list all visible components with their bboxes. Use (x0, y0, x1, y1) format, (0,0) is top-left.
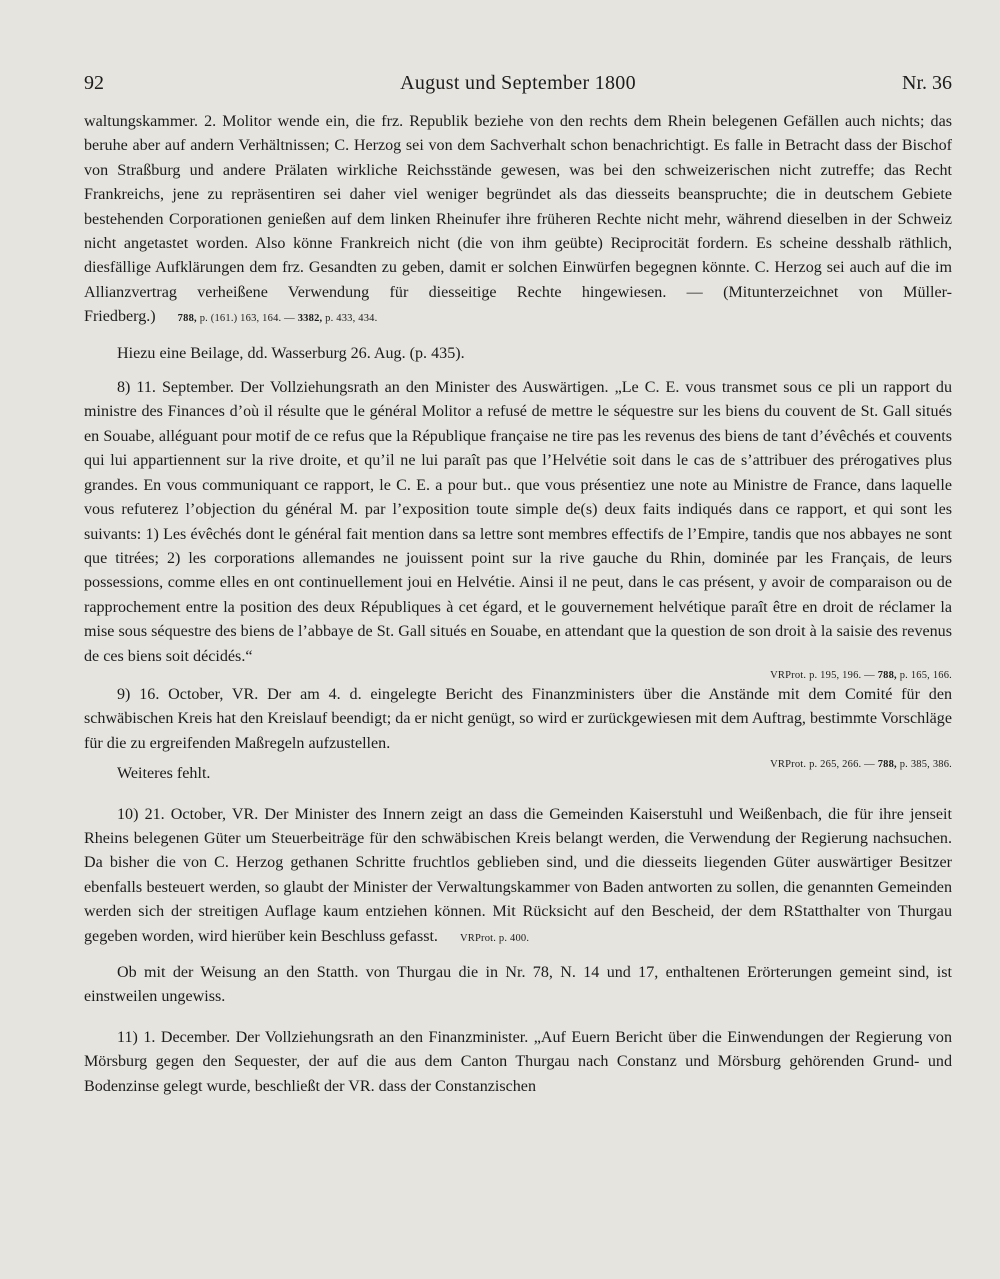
entry-lead: 10) 21. October, VR. (117, 805, 259, 823)
entry-10: 10) 21. October, VR. Der Minister des Innern zeigt an dass die Gemeinden Kaiserstuhl und Weißenbach, die für ihre jenseit Rheins belegenen Güter um Steuerbeiträge für den schwäbischen Kreis belangt werden, die Verwendung der Regierung nachsuchen. Da bisher die von C. Herzog gethanen Schritte fruchtlos geblieben sind, und die diesseits liegenden Güter auswärtiger Besitzer ebenfalls besteuert werden, so glaubt der Minister der Verwaltungskammer von Baden antworten zu sollen, die genannten Gemeinden werden sich der streitigen Auflage kaum entziehen können. Mit Rücksicht auf den Bescheid, der dem RStatthalter von Thurgau gegeben worden, wird hierüber kein Beschluss gefasst. VRProt. p. 400. (84, 805, 952, 945)
section-number: Nr. 36 (902, 72, 952, 94)
entry-9: 9) 16. October, VR. Der am 4. d. eingelegte Bericht des Finanzministers über die Anstände mit dem Comité für den schwäbischen Kreis hat den Kreislauf beendigt; da er nicht genügt, so wird er zurückgewiesen mit dem Auftrag, bestimmte Vorschläge für die zu ergreifenden Maßregeln aufzustellen. (84, 685, 953, 752)
paragraph-weisung: Ob mit der Weisung an den Statth. von Thurgau die in Nr. 78, N. 14 und 17, enthaltenen Erörterungen gemeint sind, ist einstweilen ungewiss. (84, 964, 952, 1006)
source-reference: 788, p. (161.) 163, 164. — 3382, p. 433, 434. (177, 313, 378, 325)
running-title: August und September 1800 (400, 72, 636, 94)
source-reference: VRProt. p. 400. (459, 932, 530, 944)
paragraph-beilage: Hiezu eine Beilage, dd. Wasserburg 26. Aug. (p. 435). (117, 344, 465, 362)
source-reference: VRProt. p. 195, 196. — 788, p. 165, 166. (770, 669, 952, 681)
entry-8: 8) 11. September. Der Vollziehungsrath an den Minister des Auswärtigen. „Le C. E. vous transmet sous ce pli un rapport du ministre des Finances d’où il résulte que le général Molitor a refusé de mettre le séquestre sur les biens du couvent de St. Gall situés en Souabe, alléguant pour motif de ce refus que la République française ne tire pas les revenus des biens de tant d’évêchés et couvents qui lui appartiennent sur la rive droite, et qu’il ne lui paraît pas que l’Helvétie soit dans le cas de s’attribuer des prérogatives plus grandes. En vous communiquant ce rapport, le C. E. a pour but.. que vous présentiez une note au Ministre de France, dans laquelle vous refuterez l’objection du général M. par l’exposition toute simple de(s) deux faits indiqués dans ce rapport, et qui sont les suivants: 1) Les évêchés dont le général fait mention dans sa lettre sont membres effectifs de l’Empire, tandis que nos abbayes ne sont que titrées; 2) les corporations allemandes ne jouissent point sur la rive gauche du Rhin, dominée par les Français, de leurs possessions, comme elles en ont continuellement joui en Helvétie. Ainsi il ne peut, dans le cas présent, y avoir de comparaison ou de rapprochement entre la position des deux Républiques à cet égard, et le gouvernement helvétique paraît être en droit de réclamer la mise sous séquestre des biens de l’abbaye de St. Gall situés en Souabe, en attendant que la question de son droit à la saisie des revenus de ces biens soit décidés.“ (84, 379, 952, 665)
paragraph-weiteres: Weiteres fehlt. (117, 765, 211, 783)
entry-11: 11) 1. December. Der Vollziehungsrath an den Finanzminister. „Auf Euern Bericht über die Einwendungen der Regierung von Mörsburg gegen den Sequester, der auf die aus dem Canton Thurgau nach Constanz und Mörsburg gehörenden Grund- und Bodenzinse gelegt wurde, beschließt der VR. dass der Constanzischen (84, 1028, 952, 1095)
body-text (84, 110, 952, 1099)
running-header (84, 72, 952, 102)
source-reference: VRProt. p. 265, 266. — 788, p. 385, 386. (770, 759, 952, 771)
entry-9-footer (84, 756, 952, 786)
page-number: 92 (84, 72, 104, 94)
entry-lead: 9) 16. October, VR. (117, 685, 259, 703)
paragraph-continuation (84, 110, 952, 332)
paragraph-text: waltungskammer. 2. Molitor wende ein, die frz. Republik beziehe von den rechts dem Rhein belegenen Gefällen auch nichts; das beruhe aber auf andern Verhältnissen; C. Herzog sei von dem Sachverhalt schon benachrichtigt. Es falle in Betracht dass der Bischof von Straßburg und andere Prälaten wirkliche Reichsstände gewesen, was bei den schweizerischen nicht zutreffe; das Recht Frankreichs, jene zu repräsentiren sei daher viel weniger begründet als das diesseits beanspruchte; die in deutschem Gebiete bestehenden Corporationen genießen auf dem linken Rheinufer ihre früheren Rechte nicht mehr, während dieselben in der Schweiz nicht angetastet worden. Also könne Frankreich nicht (die von ihm geübte) Reciprocität fordern. Es scheine desshalb räthlich, diesfällige Aufklärungen dem frz. Gesandten zu geben, damit er solchen Einwürfen begegnen könnte. C. Herzog sei auch auf die im Allianzvertrag verheißene Verwendung für diesseitige Rechte hingewiesen. — (Mitunterzeichnet von Müller-Friedberg.) (84, 113, 952, 326)
